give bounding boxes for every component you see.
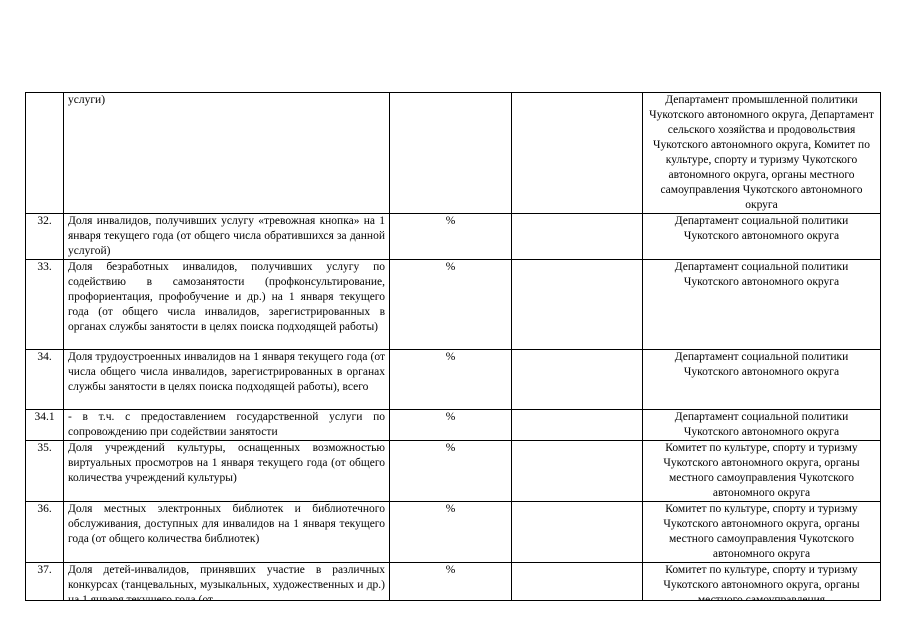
unit-cell: %	[390, 563, 512, 623]
table-row	[26, 93, 881, 214]
table-row	[26, 410, 881, 441]
responsible-cell: Комитет по культуре, спорту и туризму Чукотского автономного округа, органы местного самоуправления Чукотского автономного округа	[643, 502, 881, 563]
value-cell	[512, 93, 643, 214]
row-number-cell: 36.	[26, 502, 64, 563]
unit-cell	[390, 93, 512, 214]
indicator-name-cell: Доля учреждений культуры, оснащенных возможностью виртуальных просмотров на 1 января текущего года (от общего количества учреждений культуры)	[64, 441, 390, 502]
unit-cell: %	[390, 441, 512, 502]
indicator-name-cell: Доля детей-инвалидов, принявших участие в различных конкурсах (танцевальных, музыкальных, художественных и др.)	[64, 563, 390, 623]
unit-cell: %	[390, 260, 512, 350]
page-bottom-margin	[0, 600, 905, 640]
indicator-name-cell: Доля безработных инвалидов, получивших услугу по содействию в самозанятости (профконсультирование, профориентация, профобучение и др.) на 1 января текущего года (от общего числа инвалидов, зарегистрированных в органах службы занятости в целях поиска подходящей работы)	[64, 260, 390, 350]
row-number-cell: 37.	[26, 563, 64, 623]
row-number-cell	[26, 93, 64, 214]
value-cell	[512, 441, 643, 502]
value-cell	[512, 350, 643, 410]
indicator-name-cell: Доля трудоустроенных инвалидов на 1 января текущего года (от числа общего числа инвалидов, зарегистрированных в органах службы занятости в целях поиска подходящей работы), всего	[64, 350, 390, 410]
value-cell	[512, 260, 643, 350]
value-cell	[512, 214, 643, 260]
table-row	[26, 260, 881, 350]
indicators-table	[25, 92, 881, 623]
responsible-cell: Департамент социальной политики Чукотского автономного округа	[643, 410, 881, 441]
responsible-cell: Департамент промышленной политики Чукотского автономного округа, Департамент сельского хозяйства и продовольствия Чукотского автономного округа, Комитет по культуре, спорту и туризму Чукотского автономного округа, органы местного самоуправления Чукотского автономного округа	[643, 93, 881, 214]
value-cell	[512, 410, 643, 441]
indicator-name-cell: Доля инвалидов, получивших услугу «тревожная кнопка» на 1 января текущего года (от общего числа обратившихся за данной услугой)	[64, 214, 390, 260]
unit-cell: %	[390, 350, 512, 410]
row-number-cell: 35.	[26, 441, 64, 502]
table-bottom-border	[25, 600, 881, 601]
indicators-table-body	[26, 93, 881, 623]
row-number-cell: 32.	[26, 214, 64, 260]
table-row	[26, 502, 881, 563]
unit-cell: %	[390, 410, 512, 441]
row-number-cell: 33.	[26, 260, 64, 350]
table-row	[26, 214, 881, 260]
value-cell	[512, 502, 643, 563]
indicator-name-cell: Доля местных электронных библиотек и библиотечного обслуживания, доступных для инвалидов на 1 января текущего года (от общего количества библиотек)	[64, 502, 390, 563]
unit-cell: %	[390, 502, 512, 563]
indicator-name-cell: - в т.ч. с предоставлением государственной услуги по сопровождению при содействии занятости	[64, 410, 390, 441]
responsible-cell: Департамент социальной политики Чукотского автономного округа	[643, 260, 881, 350]
indicator-name-cell: услуги)	[64, 93, 390, 214]
responsible-cell: Департамент социальной политики Чукотского автономного округа	[643, 350, 881, 410]
unit-cell: %	[390, 214, 512, 260]
responsible-cell: Департамент социальной политики Чукотского автономного округа	[643, 214, 881, 260]
table-row	[26, 350, 881, 410]
responsible-cell: Комитет по культуре, спорту и туризму Чукотского автономного округа, органы местного самоуправления Чукотского автономного округа	[643, 441, 881, 502]
table-row	[26, 441, 881, 502]
responsible-cell: Комитет по культуре, спорту и туризму Чукотского автономного округа, органы	[643, 563, 881, 623]
row-number-cell: 34.	[26, 350, 64, 410]
row-number-cell: 34.1	[26, 410, 64, 441]
